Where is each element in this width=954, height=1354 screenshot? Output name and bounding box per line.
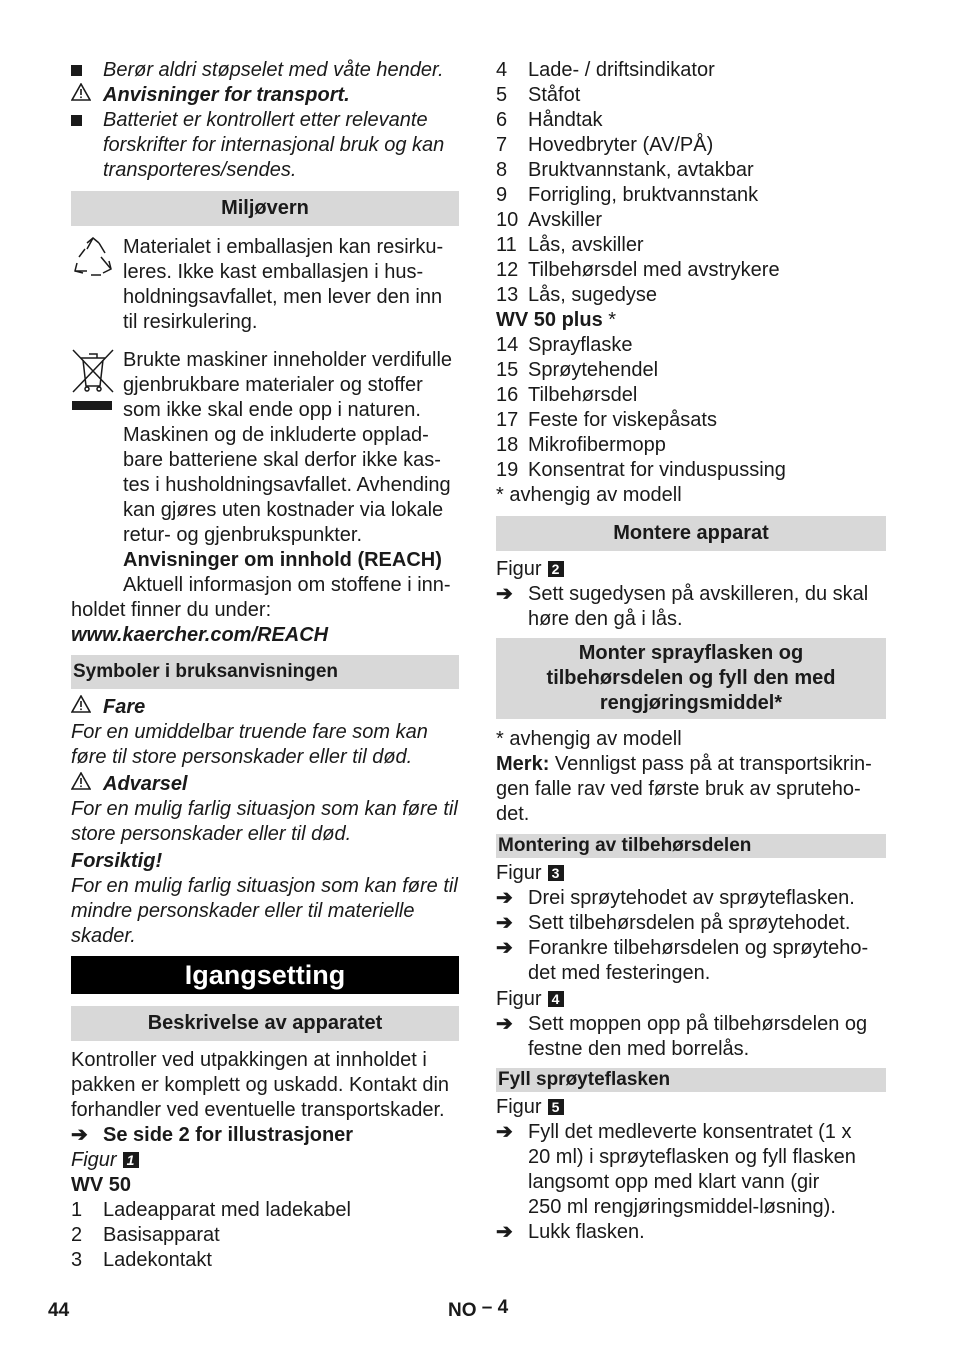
model-label: WV 50 [71,1174,132,1196]
section-title: Igangsetting [71,956,459,994]
danger-title-row [71,695,459,720]
description-line: Kontroller ved utpakkingen at innholdet i [71,1049,427,1071]
list-item: 5 Ståfot [496,84,581,106]
figure-ref: Figur 1 [71,1148,459,1173]
weee-line: gjenbrukbare materialer og stoffer [123,374,423,396]
arrow-right-icon: ➔ [496,912,513,934]
step-item: ➔ Sett moppen opp på tilbehørsdelen og festne den med borrelås. [496,1013,868,1060]
list-item: 13 Lås, sugedyse [496,284,657,306]
warning-triangle-icon [71,83,103,108]
plus-model-label: WV 50 plus * [496,309,617,331]
right-column [496,58,886,1245]
list-item: 17 Feste for viskepåsats [496,409,717,431]
reach-title: Anvisninger om innhold (REACH) [123,549,442,571]
warning-line: store personskader eller til død. [71,823,352,845]
caution-line: For en mulig farlig situasjon som kan føre til [71,875,458,897]
weee-line: kan gjøres uten kostnader via lokale [123,499,444,521]
recycle-line: Materialet i emballasjen kan resirku- [123,236,444,258]
left-column [71,58,459,1273]
weee-line: tes i husholdningsavfallet. Avhending [123,474,451,496]
environment-header: Miljøvern [71,191,459,226]
square-bullet-icon [71,65,82,76]
arrow-right-icon: ➔ [496,937,513,959]
step-item: ➔ Sett sugedysen på avskilleren, du skal høre den gå i lås. [496,583,869,630]
recycle-line: til resirkulering. [123,311,258,333]
list-item: 2 Basisapparat [71,1224,220,1246]
spray-footnote: * avhengig av modell [496,728,682,750]
battery-line: Batteriet er kontrollert etter relevante [103,109,428,131]
figure-number-badge: 3 [548,865,564,881]
arrow-right-icon: ➔ [496,1221,513,1243]
recycle-block [71,235,459,335]
danger-line: føre til store personskader eller til død. [71,746,413,768]
description-line: pakken er komplett og uskadd. Kontakt din [71,1074,450,1096]
spray-header: Monter sprayflasken og tilbehørsdelen og fyll den med rengjøringsmiddel* [496,638,886,719]
fill-header: Fyll sprøyteflasken [496,1068,886,1092]
step-item: ➔ Lukk flasken. [496,1221,645,1243]
list-item: 15 Sprøytehendel [496,359,659,381]
see-page-text: Se side 2 for illustrasjoner [103,1124,354,1146]
symbols-header: Symboler i bruksanvisningen [71,655,459,689]
step-item: ➔ Drei sprøytehodet av sprøyteflasken. [496,887,855,909]
crossed-bin-icon [71,348,115,412]
list-item: 19 Konsentrat for vinduspussing [496,459,786,481]
battery-line: forskrifter for internasjonal bruk og kan [103,134,445,156]
square-bullet-icon [71,115,82,126]
arrow-right-icon: ➔ [496,1013,513,1035]
warning-line: For en mulig farlig situasjon som kan føre til [71,798,458,820]
figure-ref: Figur 2 [496,557,886,582]
list-item: 18 Mikrofibermopp [496,434,666,456]
assemble-header: Montere apparat [496,516,886,551]
list-item: 4 Lade- / driftsindikator [496,59,715,81]
list-item: 8 Bruktvannstank, avtakbar [496,159,754,181]
arrow-right-icon: ➔ [71,1124,88,1146]
weee-line: retur- og gjenbrukspunkter. [123,524,363,546]
description-header: Beskrivelse av apparatet [71,1006,459,1041]
language-page-label: NO – 4 [448,1297,509,1321]
see-page-row [71,1123,459,1148]
step-item: ➔ Fyll det medleverte konsentratet (1 x 20 ml) i sprøyteflasken og fyll flasken langsomt opp med klart vann (gir 250 ml rengjøringsmiddel-løsning). [496,1121,856,1218]
figure-ref: Figur 5 [496,1095,886,1120]
reach-line: Aktuell informasjon om stoffene i inn- [123,574,451,596]
caution-title: Forsiktig! [71,850,163,872]
transport-notice [71,83,459,108]
figure-number-badge: 5 [548,1099,564,1115]
danger-title: Fare [103,696,146,718]
mount-header: Montering av tilbehørsdelen [496,834,886,858]
recycle-line: holdningsavfallet, men lever den inn [123,286,443,308]
note: Merk: Vennligst pass på at transportsikrin- [496,753,872,775]
caution-line: skader. [71,925,136,947]
list-item: 6 Håndtak [496,109,603,131]
reach-url[interactable]: www.kaercher.com/REACH [71,624,329,646]
figure-number-badge: 4 [548,991,564,1007]
description-line: forhandler ved eventuelle transportskader. [71,1099,445,1121]
recycle-line: leres. Ikke kast emballasjen i hus- [123,261,424,283]
arrow-right-icon: ➔ [496,887,513,909]
step-item: ➔ Forankre tilbehørsdelen og sprøyteho- det med festeringen. [496,937,869,984]
arrow-right-icon: ➔ [496,1121,513,1143]
warning-title: Advarsel [103,773,188,795]
list-item: 12 Tilbehørsdel med avstrykere [496,259,780,281]
transport-title: Anvisninger for transport. [103,84,350,106]
list-item: 14 Sprayflaske [496,334,633,356]
step-item: ➔ Sett tilbehørsdelen på sprøytehodet. [496,912,851,934]
figure-ref: Figur 4 [496,987,886,1012]
figure-number-badge: 2 [548,561,564,577]
list-item: 1 Ladeapparat med ladekabel [71,1199,351,1221]
note-line: gen falle rav ved første bruk av spruteho- [496,778,861,800]
note-line: det. [496,803,530,825]
arrow-right-icon: ➔ [496,583,513,605]
list-item: 7 Hovedbryter (AV/PÅ) [496,134,714,156]
caution-line: mindre personskader eller til materielle [71,900,415,922]
weee-line: Brukte maskiner inneholder verdifulle [123,349,453,371]
list-item: 9 Forrigling, bruktvannstank [496,184,759,206]
danger-line: For en umiddelbar truende fare som kan [71,721,428,743]
weee-line: bare batteriene skal derfor ikke kas- [123,449,441,471]
list-item: 16 Tilbehørsdel [496,384,638,406]
warning-triangle-icon [71,695,103,720]
page-number: 44 [48,1300,70,1321]
bullet-plug-warning [71,58,459,83]
recycle-icon [71,235,123,335]
list-item: 3 Ladekontakt [71,1249,212,1271]
warning-triangle-icon [71,772,103,797]
weee-block [71,348,459,598]
battery-line: transporteres/sendes. [103,159,297,181]
warning-title-row [71,772,459,797]
figure-ref: Figur 3 [496,861,886,886]
reach-line: holdet finner du under: [71,599,272,621]
plug-warning-text: Berør aldri støpselet med våte hender. [103,59,444,81]
list-item: 11 Lås, avskiller [496,234,644,256]
bullet-battery [71,108,459,183]
footnote: * avhengig av modell [496,484,682,506]
list-item: 10 Avskiller [496,209,603,231]
weee-line: Maskinen og de inkluderte opplad- [123,424,429,446]
figure-number-badge: 1 [123,1152,139,1168]
weee-line: som ikke skal ende opp i naturen. [123,399,421,421]
